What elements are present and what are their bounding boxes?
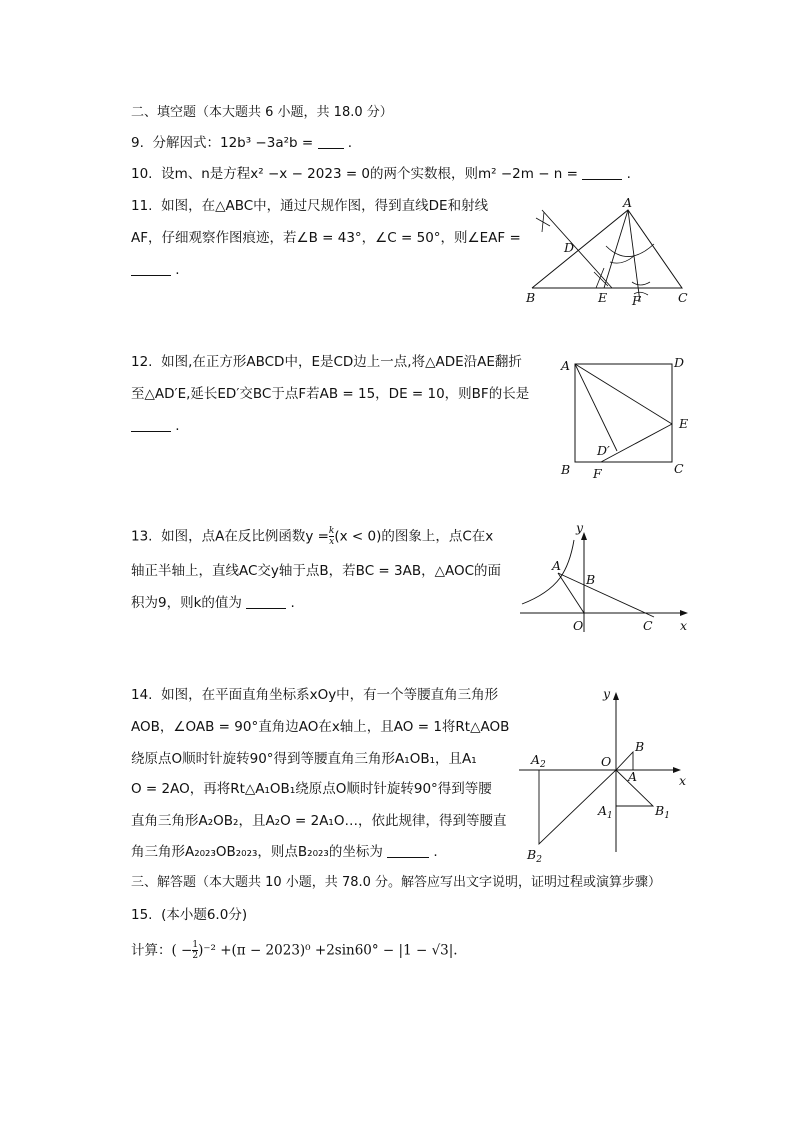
q13-label-O: O — [573, 618, 584, 633]
q11-line-DE — [542, 210, 612, 288]
q13-frac-num: k — [328, 526, 335, 536]
q14-figure — [517, 684, 697, 864]
q9-text: 分解因式：12b³ −3a²b = — [152, 135, 314, 151]
q14-y-arrow — [613, 692, 619, 700]
q14-label-B1-letter: B — [655, 803, 665, 818]
q15-expression — [131, 940, 458, 961]
q12-segment-EF — [601, 424, 672, 462]
q11-label-B: B — [526, 290, 536, 305]
q11-label-C: C — [678, 290, 688, 305]
q14-label-A2-letter: A — [531, 752, 541, 767]
q12-line2: 至△AD′E,延长ED′交BC于点F若AB = 15，DE = 10，则BF的长是 — [131, 386, 530, 402]
q14-label-A: A — [628, 769, 638, 784]
q11-label-D: D — [564, 240, 575, 255]
question-12-line1 — [131, 352, 522, 372]
q10-end: . — [626, 166, 631, 182]
q11-label-F: F — [632, 293, 641, 308]
q11-label-A: A — [623, 195, 633, 210]
q11-label-E: E — [598, 290, 608, 305]
q13-line1-pre: 如图，点A在反比例函数y = — [161, 528, 329, 545]
q10-answer-blank[interactable] — [582, 165, 622, 180]
q15-expr-rest: )⁻² +(π − 2023)⁰ +2sin60° − |1 − √3|. — [198, 942, 458, 959]
q14-label-A1 — [597, 803, 613, 821]
section-3-title: 三、解答题（本大题共 10 小题，共 78.0 分。解答应写出文字说明，证明过程或演算步骤） — [131, 875, 662, 890]
q13-figure — [518, 520, 694, 638]
q14-label-B1 — [654, 803, 670, 821]
section-2-title: 二、填空题（本大题共 6 小题，共 18.0 分） — [131, 105, 393, 120]
q14-label-O: O — [601, 754, 612, 769]
q9-answer-blank[interactable] — [318, 134, 344, 149]
q12-label-C: C — [674, 461, 684, 476]
q14-end: . — [433, 844, 438, 860]
q14-label-x: x — [679, 773, 687, 788]
q10-number: 10. — [131, 166, 153, 182]
question-13-line1 — [131, 526, 493, 547]
q14-line2: AOB，∠OAB = 90°直角边AO在x轴上，且AO = 1将Rt△AOB — [131, 719, 510, 735]
q14-label-A1-letter: A — [598, 803, 608, 818]
q12-line3 — [131, 416, 180, 436]
q14-label-A2-sub: 2 — [540, 760, 546, 770]
q15-number: 15. — [131, 907, 153, 923]
question-15-header — [131, 905, 247, 925]
q12-line1: 如图,在正方形ABCD中，E是CD边上一点,将△ADE沿AE翻折 — [161, 354, 522, 370]
q11-cross-bottom — [594, 268, 608, 288]
q14-triangle-AOB — [616, 752, 633, 770]
q11-cross-top — [536, 212, 550, 232]
q12-figure — [555, 352, 695, 484]
q14-label-B2-letter: B — [527, 847, 537, 862]
q13-line1-post: (x < 0)的图象上，点C在x — [334, 528, 494, 545]
q14-label-B: B — [635, 739, 645, 754]
q13-end: . — [290, 595, 295, 611]
q12-end: . — [175, 418, 180, 434]
q13-line3-text: 积为9，则k的值为 — [131, 595, 242, 611]
q14-line6-text: 角三角形A₂₀₂₃OB₂₀₂₃，则点B₂₀₂₃的坐标为 — [131, 844, 383, 860]
q13-line2: 轴正半轴上，直线AC交y轴于点B，若BC = 3AB，△AOC的面 — [131, 563, 502, 579]
q11-line2: AF，仔细观察作图痕迹，若∠B = 43°，∠C = 50°，则∠EAF = — [131, 230, 521, 246]
q14-label-B1-sub: 1 — [664, 811, 670, 821]
q15-frac-num: 1 — [192, 940, 199, 950]
q15-calc-label: 计算： — [131, 942, 172, 959]
q14-line1: 如图，在平面直角坐标系xOy中，有一个等腰直角三角形 — [161, 687, 499, 703]
q12-square — [575, 364, 672, 462]
q11-segment-AE — [604, 210, 628, 288]
q12-label-F: F — [593, 466, 602, 481]
q12-label-A: A — [561, 358, 571, 373]
q14-number: 14. — [131, 687, 153, 703]
q13-label-y: y — [576, 520, 584, 535]
q12-label-D: D — [674, 355, 685, 370]
q13-label-C: C — [643, 618, 653, 633]
q12-label-B: B — [561, 462, 571, 477]
q14-answer-blank[interactable] — [387, 843, 429, 858]
q11-number: 11. — [131, 198, 153, 214]
question-9 — [131, 133, 352, 153]
q14-line4: O = 2AO，再将Rt△A₁OB₁绕原点O顺时针旋转90°得到等腰 — [131, 781, 492, 797]
q15-expr-open: ( − — [171, 942, 193, 959]
q12-answer-blank[interactable] — [131, 417, 171, 432]
q11-figure — [522, 196, 697, 311]
q13-frac-den: x — [329, 537, 335, 547]
question-14-line1 — [131, 685, 498, 705]
q11-line1: 如图，在△ABC中，通过尺规作图，得到直线DE和射线 — [161, 198, 489, 214]
q15-frac-den: 2 — [192, 951, 199, 961]
q13-label-A: A — [552, 558, 562, 573]
q9-end: . — [347, 135, 353, 151]
q14-label-B2-sub: 2 — [536, 855, 542, 865]
q13-hyperbola — [522, 540, 574, 604]
q11-arc-large — [606, 244, 654, 257]
q14-line6 — [131, 842, 438, 862]
q14-label-A1-sub: 1 — [607, 811, 613, 821]
q13-line3 — [131, 593, 295, 613]
q10-text: 设m、n是方程x² −x − 2023 = 0的两个实数根，则m² −2m − n = — [161, 166, 578, 182]
q11-triangle — [532, 210, 682, 288]
q9-number: 9. — [131, 135, 144, 151]
q14-line5: 直角三角形A₂OB₂，且A₂O = 2A₁O…，依此规律，得到等腰直 — [131, 813, 507, 829]
q13-label-x: x — [680, 618, 688, 633]
q14-label-A2 — [530, 752, 546, 770]
q13-label-B: B — [586, 572, 596, 587]
q14-label-y: y — [603, 686, 611, 701]
q13-number: 13. — [131, 528, 153, 545]
q11-line3 — [131, 260, 180, 280]
q13-x-arrow — [680, 610, 688, 616]
q11-answer-blank[interactable] — [131, 261, 171, 276]
question-10 — [131, 164, 631, 184]
q13-answer-blank[interactable] — [246, 594, 286, 609]
q14-line3: 绕原点O顺时针旋转90°得到等腰直角三角形A₁OB₁，且A₁ — [131, 751, 477, 767]
q14-label-B2 — [526, 847, 542, 865]
q12-number: 12. — [131, 354, 153, 370]
q15-score: (本小题6.0分) — [161, 907, 248, 923]
q12-label-E: E — [679, 416, 689, 431]
q11-end: . — [175, 262, 180, 278]
question-11-line1 — [131, 196, 488, 216]
q12-label-D-prime: D′ — [597, 443, 610, 458]
